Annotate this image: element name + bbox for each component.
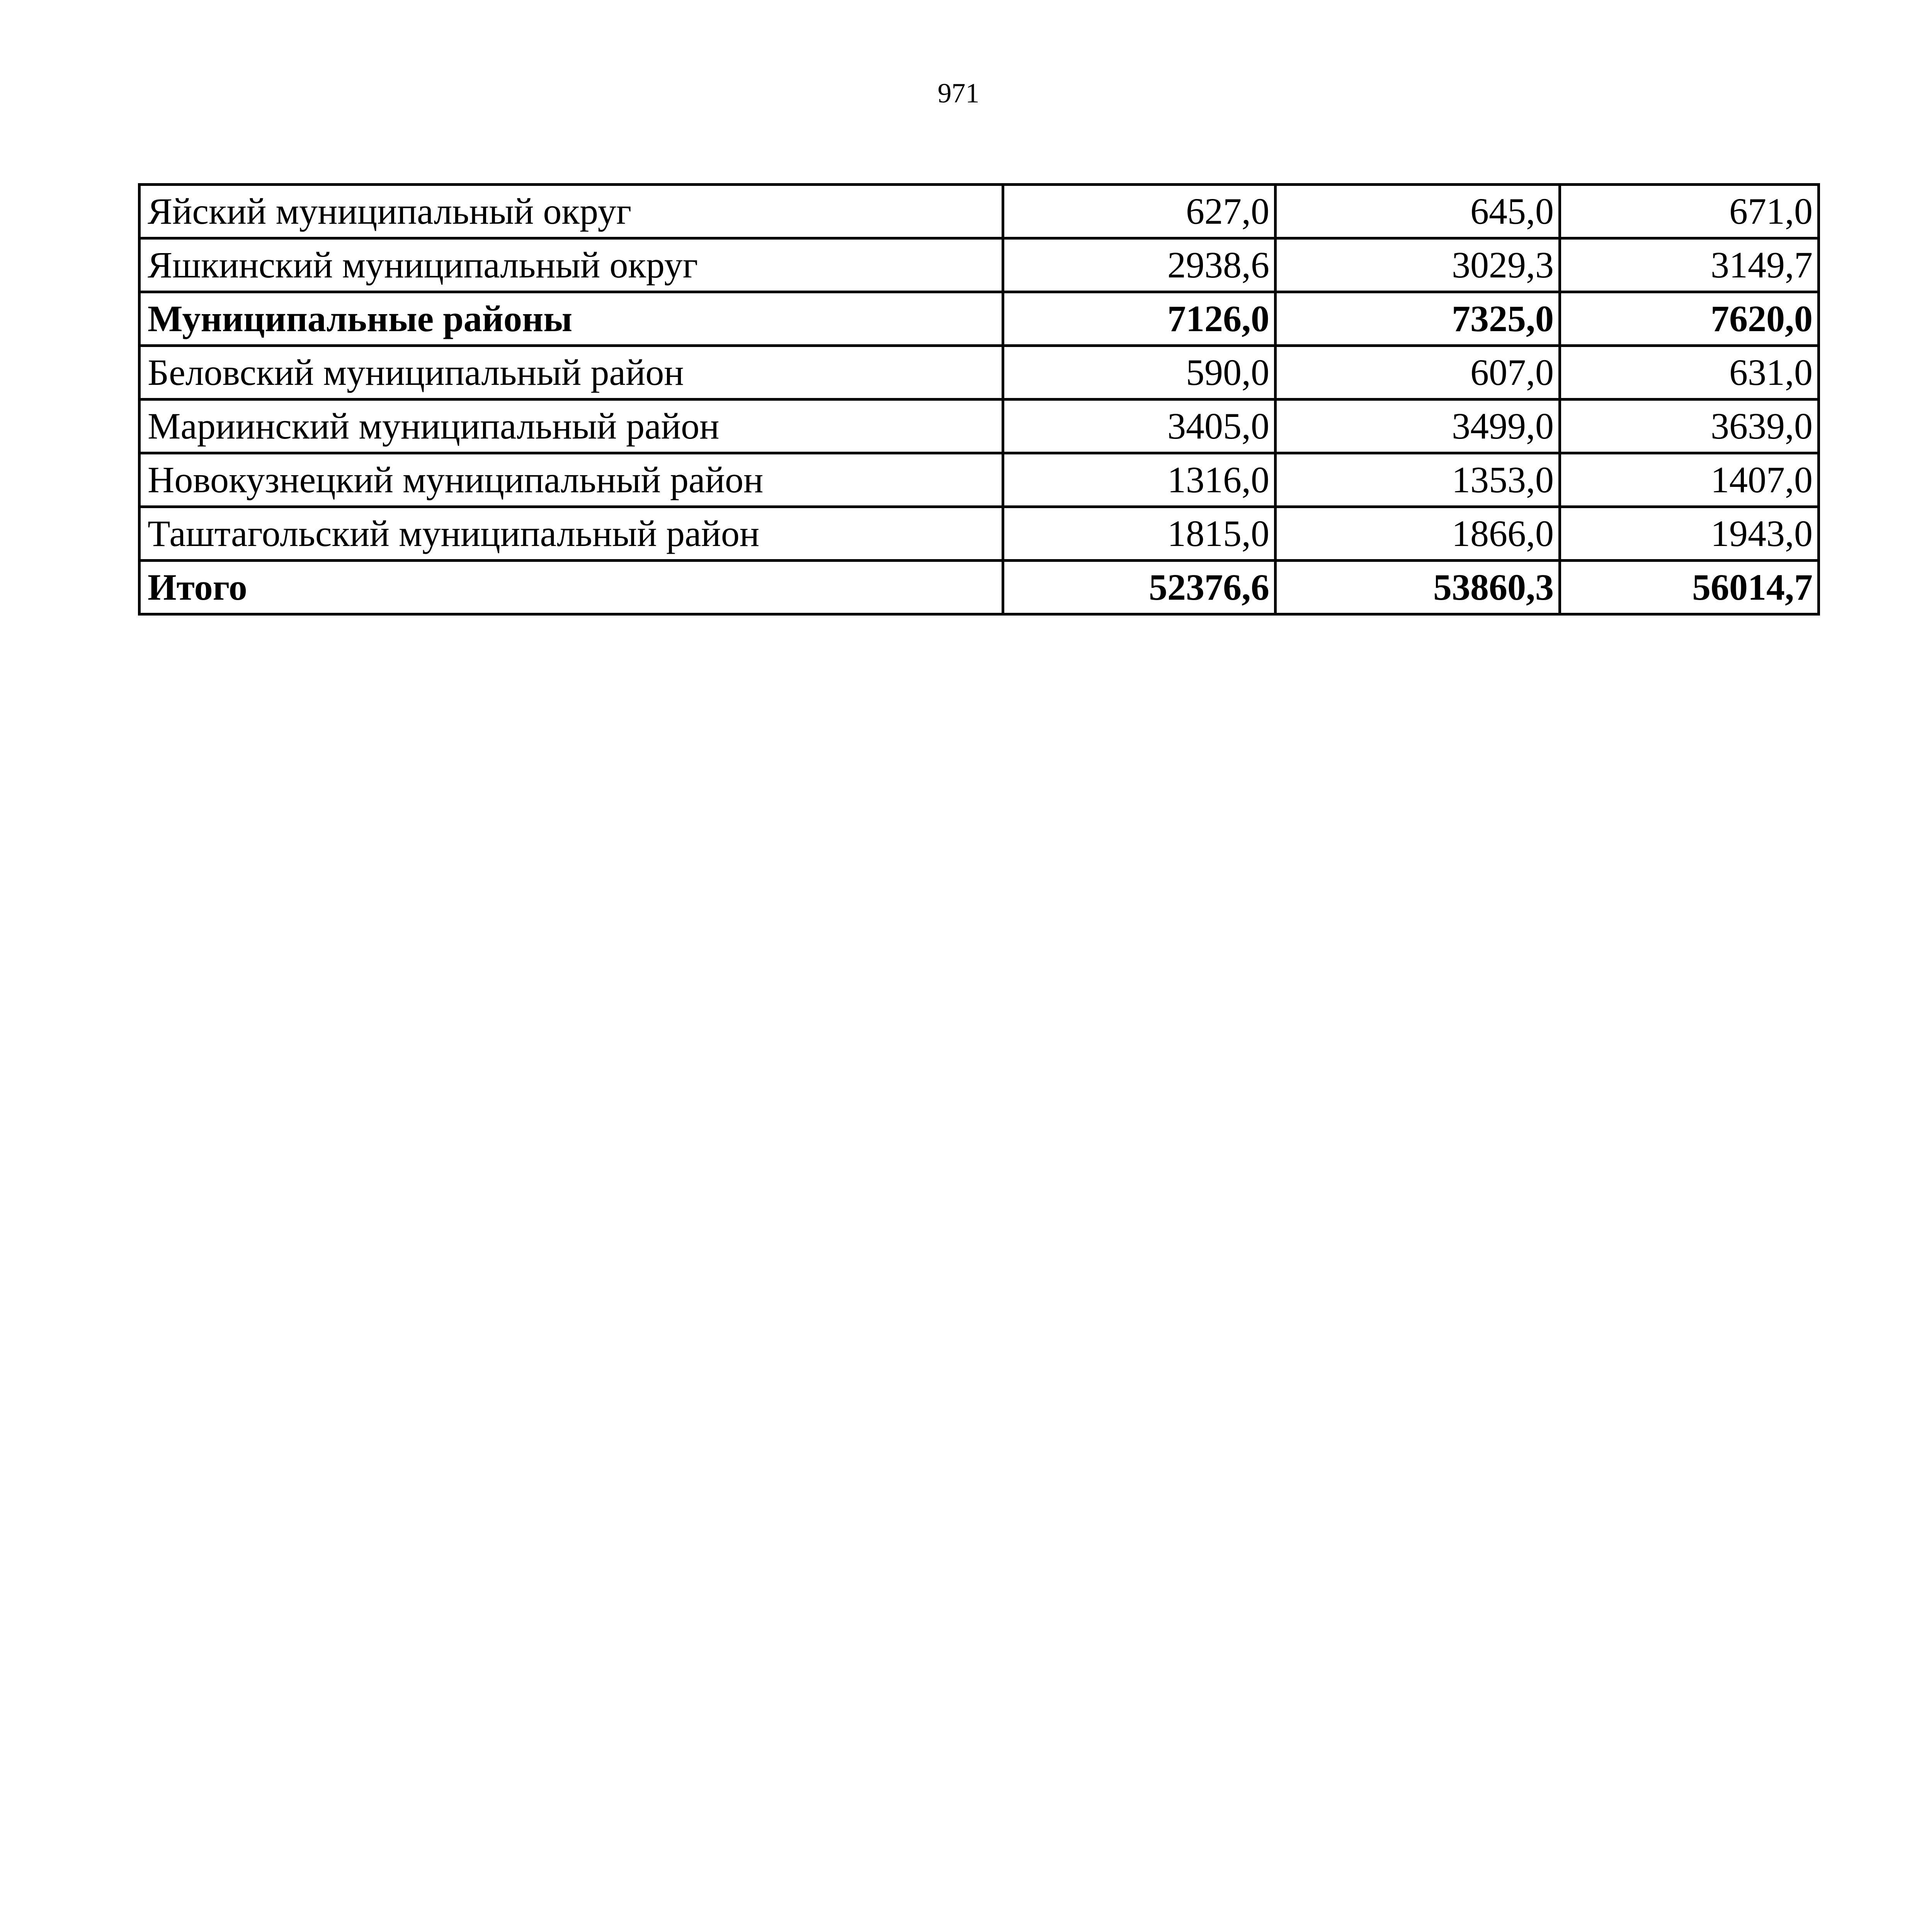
table-row [139, 400, 1819, 453]
table-row [139, 238, 1819, 292]
value-cell-year-3: 631,0 [1560, 346, 1819, 400]
value-cell-year-2: 3499,0 [1276, 400, 1560, 453]
value-cell-year-2: 1353,0 [1276, 453, 1560, 507]
value-cell-year-3: 1943,0 [1560, 507, 1819, 561]
value-cell-year-2: 1866,0 [1276, 507, 1560, 561]
value-cell-year-1: 52376,6 [1003, 561, 1276, 614]
value-cell-year-1: 3405,0 [1003, 400, 1276, 453]
table-row [139, 453, 1819, 507]
value-cell-year-2: 53860,3 [1276, 561, 1560, 614]
value-cell-year-2: 607,0 [1276, 346, 1560, 400]
value-cell-year-3: 56014,7 [1560, 561, 1819, 614]
value-cell-year-1: 2938,6 [1003, 238, 1276, 292]
row-name-cell: Яшкинский муниципальный округ [139, 238, 1003, 292]
row-name-cell: Таштагольский муниципальный район [139, 507, 1003, 561]
value-cell-year-3: 3149,7 [1560, 238, 1819, 292]
table-row [139, 507, 1819, 561]
value-cell-year-2: 3029,3 [1276, 238, 1560, 292]
table-row [139, 292, 1819, 346]
row-name-cell: Новокузнецкий муниципальный район [139, 453, 1003, 507]
value-cell-year-2: 645,0 [1276, 185, 1560, 238]
value-cell-year-1: 627,0 [1003, 185, 1276, 238]
table-row [139, 561, 1819, 614]
value-cell-year-3: 3639,0 [1560, 400, 1819, 453]
budget-table [138, 183, 1820, 616]
row-name-cell: Мариинский муниципальный район [139, 400, 1003, 453]
value-cell-year-2: 7325,0 [1276, 292, 1560, 346]
row-name-cell: Итого [139, 561, 1003, 614]
value-cell-year-3: 671,0 [1560, 185, 1819, 238]
table-row [139, 185, 1819, 238]
value-cell-year-1: 1316,0 [1003, 453, 1276, 507]
value-cell-year-1: 1815,0 [1003, 507, 1276, 561]
page-number: 971 [937, 78, 980, 109]
table-row [139, 346, 1819, 400]
row-name-cell: Муниципальные районы [139, 292, 1003, 346]
value-cell-year-1: 7126,0 [1003, 292, 1276, 346]
value-cell-year-3: 1407,0 [1560, 453, 1819, 507]
value-cell-year-3: 7620,0 [1560, 292, 1819, 346]
row-name-cell: Яйский муниципальный округ [139, 185, 1003, 238]
value-cell-year-1: 590,0 [1003, 346, 1276, 400]
row-name-cell: Беловский муниципальный район [139, 346, 1003, 400]
